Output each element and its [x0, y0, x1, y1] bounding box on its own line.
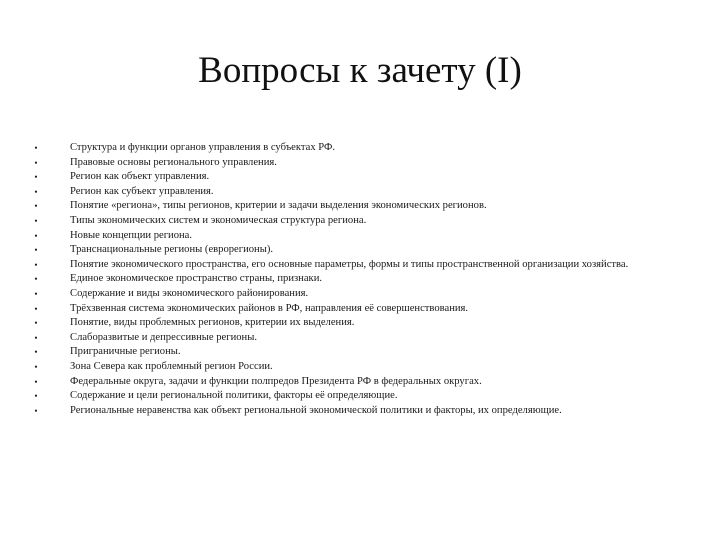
- bullet-icon: •: [34, 245, 38, 256]
- question-text: Зона Севера как проблемный регион России.: [70, 360, 273, 372]
- question-item: [30, 185, 680, 200]
- question-text: Содержание и виды экономического районирования.: [70, 287, 309, 299]
- question-text: Понятие, виды проблемных регионов, критерии их выделения.: [70, 317, 355, 329]
- bullet-icon: •: [34, 201, 38, 212]
- question-item: [30, 214, 680, 229]
- bullet-icon: •: [34, 332, 38, 343]
- question-item: [30, 331, 680, 346]
- question-text: Единое экономическое пространство страны, признаки.: [70, 273, 323, 285]
- question-item: [30, 389, 680, 404]
- slide-title: Вопросы к зачету (I): [198, 50, 522, 91]
- question-item: [30, 287, 680, 302]
- question-list: [30, 141, 680, 418]
- question-item: [30, 316, 680, 331]
- question-item: [30, 243, 680, 258]
- bullet-icon: •: [34, 376, 38, 387]
- question-text: Транснациональные регионы (еврорегионы).: [70, 244, 274, 256]
- bullet-icon: •: [34, 274, 38, 285]
- question-text: Приграничные регионы.: [70, 346, 181, 358]
- bullet-icon: •: [34, 405, 38, 416]
- question-item: [30, 375, 680, 390]
- question-item: [30, 345, 680, 360]
- bullet-icon: •: [34, 186, 38, 197]
- bullet-icon: •: [34, 318, 38, 329]
- question-item: [30, 272, 680, 287]
- bullet-icon: •: [34, 157, 38, 168]
- question-text: Региональные неравенства как объект региональной экономической политики и факторы, их определяющие.: [70, 404, 562, 416]
- question-item: [30, 302, 680, 317]
- question-text: Регион как объект управления.: [70, 171, 210, 183]
- question-text: Типы экономических систем и экономическая структура региона.: [70, 214, 367, 226]
- bullet-icon: •: [34, 347, 38, 358]
- question-item: [30, 360, 680, 375]
- question-text: Федеральные округа, задачи и функции полпредов Президента РФ в федеральных округах.: [70, 375, 482, 387]
- question-text: Регион как субъект управления.: [70, 185, 214, 197]
- bullet-icon: •: [34, 391, 38, 402]
- bullet-icon: •: [34, 303, 38, 314]
- bullet-icon: •: [34, 288, 38, 299]
- question-text: Трёхзвенная система экономических районов в РФ, направления её совершенствования.: [70, 302, 469, 314]
- question-text: Слаборазвитые и депрессивные регионы.: [70, 331, 257, 343]
- bullet-icon: •: [34, 259, 38, 270]
- bullet-icon: •: [34, 361, 38, 372]
- question-item: [30, 404, 680, 419]
- question-text: Содержание и цели региональной политики, факторы её определяющие.: [70, 390, 398, 402]
- question-text: Понятие «региона», типы регионов, критерии и задачи выделения экономических регионов.: [70, 200, 487, 212]
- question-text: Структура и функции органов управления в субъектах РФ.: [70, 142, 336, 153]
- question-item: [30, 199, 680, 214]
- bullet-icon: •: [34, 172, 38, 183]
- question-item: [30, 141, 680, 156]
- question-item: [30, 229, 680, 244]
- question-text: Новые концепции региона.: [70, 229, 193, 241]
- question-item: [30, 156, 680, 171]
- question-text: Правовые основы регионального управления.: [70, 156, 277, 168]
- bullet-icon: •: [34, 143, 38, 153]
- question-item: [30, 170, 680, 185]
- bullet-icon: •: [34, 215, 38, 226]
- question-item: [30, 258, 680, 273]
- question-text: Понятие экономического пространства, его основные параметры, формы и типы пространственной организации хозяйства.: [70, 258, 629, 270]
- bullet-icon: •: [34, 230, 38, 241]
